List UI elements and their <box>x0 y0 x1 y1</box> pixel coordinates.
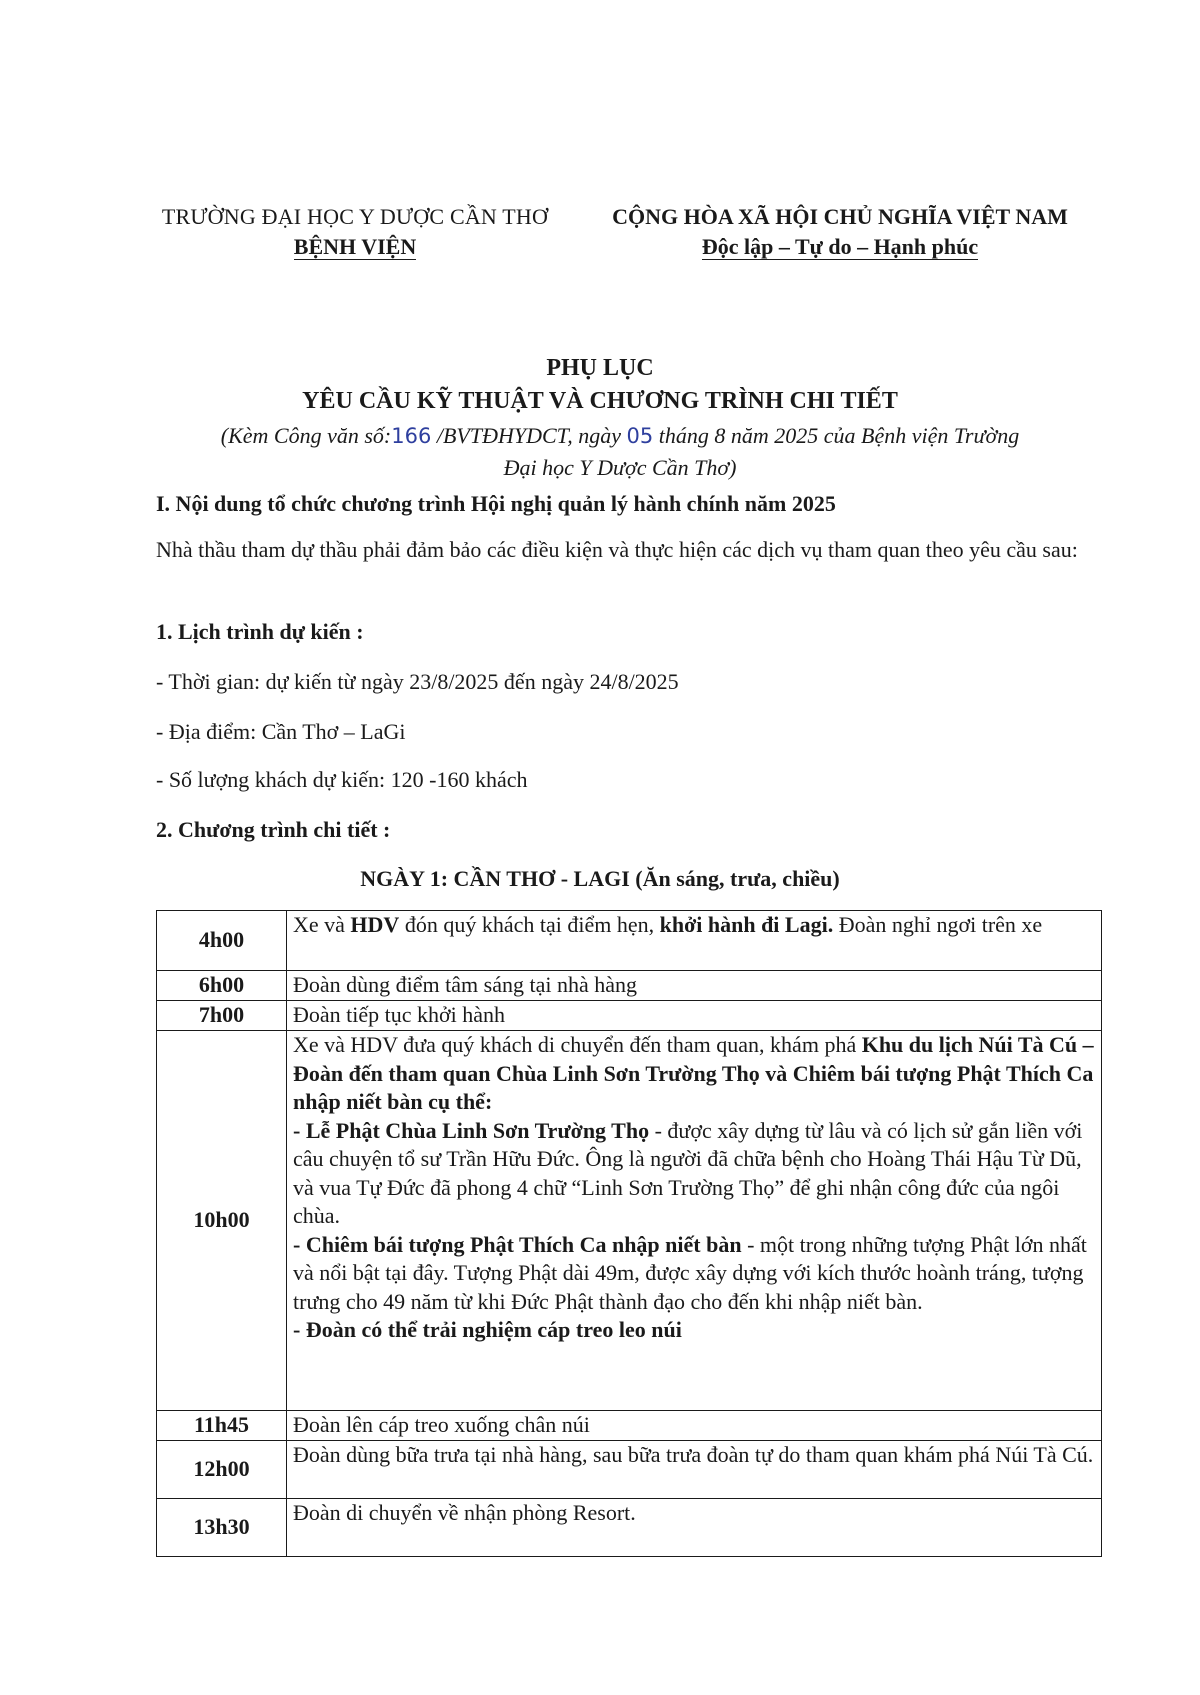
table-row <box>157 1499 1102 1557</box>
table-row <box>157 1411 1102 1441</box>
activity-cell: Đoàn dùng điểm tâm sáng tại nhà hàng <box>287 971 1102 1001</box>
issuer-organization: TRƯỜNG ĐẠI HỌC Y DƯỢC CẦN THƠ <box>161 204 549 229</box>
schedule-table <box>156 910 1102 1557</box>
handwritten-day: 05 <box>626 424 654 448</box>
subheading-program: 2. Chương trình chi tiết : <box>156 817 391 842</box>
section-heading: I. Nội dung tổ chức chương trình Hội nghị quản lý hành chính năm 2025 <box>156 491 836 516</box>
time-cell: 13h30 <box>157 1499 287 1557</box>
time-cell: 11h45 <box>157 1411 287 1441</box>
title-main: YÊU CẦU KỸ THUẬT VÀ CHƯƠNG TRÌNH CHI TIẾT <box>302 388 898 414</box>
activity-cell: Đoàn lên cáp treo xuống chân núi <box>287 1411 1102 1441</box>
day1-title: NGÀY 1: CẦN THƠ - LAGI (Ăn sáng, trưa, chiều) <box>360 866 840 891</box>
table-row <box>157 1001 1102 1031</box>
time-cell: 4h00 <box>157 911 287 971</box>
reference-note: (Kèm Công văn số:166 /BVTĐHYDCT, ngày 05 tháng 8 năm 2025 của Bệnh viện Trường Đại học Y Dược Cần Thơ) <box>220 423 1020 480</box>
activity-cell: Đoàn dùng bữa trưa tại nhà hàng, sau bữa trưa đoàn tự do tham quan khám phá Núi Tà Cú. <box>287 1441 1102 1499</box>
table-row <box>157 971 1102 1001</box>
table-row <box>157 911 1102 971</box>
country-name: CỘNG HÒA XÃ HỘI CHỦ NGHĨA VIỆT NAM <box>612 204 1068 229</box>
handwritten-ref-number: 166 <box>391 424 432 448</box>
intro-paragraph: Nhà thầu tham dự thầu phải đảm bảo các điều kiện và thực hiện các dịch vụ tham quan theo yêu cầu sau: <box>156 537 1078 562</box>
activity-cell: Xe và HDV đưa quý khách di chuyển đến tham quan, khám phá Khu du lịch Núi Tà Cú – Đoàn đến tham quan Chùa Linh Sơn Trường Thọ và Chiêm bái tượng Phật Thích Ca nhập niết bàn cụ thể: - Lễ Phật Chùa Linh Sơn Trường Thọ - được xây dựng từ lâu và có lịch sử gắn liền với câu chuyện tổ sư Trần Hữu Đức. Ông là người đã chữa bệnh cho Hoàng Thái Hậu Từ Dũ, và vua Tự Đức đã phong 4 chữ “Linh Sơn Trường Thọ” để ghi nhận công đức của ngôi chùa. - Chiêm bái tượng Phật Thích Ca nhập niết bàn - một trong những tượng Phật lớn nhất và nổi bật tại đây. Tượng Phật dài 49m, được xây dựng với kích thước hoành tráng, tượng trưng cho 49 năm từ khi Đức Phật thành đạo cho đến khi nhập niết bàn. - Đoàn có thể trải nghiệm cáp treo leo núi <box>287 1031 1102 1411</box>
activity-cell: Xe và HDV đón quý khách tại điểm hẹn, khởi hành đi Lagi. Đoàn nghỉ ngơi trên xe <box>287 911 1102 971</box>
guest-count: - Số lượng khách dự kiến: 120 -160 khách <box>156 767 528 792</box>
title-appendix: PHỤ LỤC <box>546 355 654 381</box>
event-place: - Địa điểm: Cần Thơ – LaGi <box>156 719 406 744</box>
time-cell: 6h00 <box>157 971 287 1001</box>
issuer-department: BỆNH VIỆN <box>293 234 417 259</box>
table-row <box>157 1031 1102 1411</box>
activity-cell: Đoàn di chuyển về nhận phòng Resort. <box>287 1499 1102 1557</box>
issuer-header <box>120 202 590 262</box>
time-cell: 12h00 <box>157 1441 287 1499</box>
national-motto: Độc lập – Tự do – Hạnh phúc <box>701 234 979 259</box>
subheading-schedule: 1. Lịch trình dự kiến : <box>156 619 364 644</box>
document-title <box>140 352 1060 418</box>
time-cell: 7h00 <box>157 1001 287 1031</box>
event-time: - Thời gian: dự kiến từ ngày 23/8/2025 đến ngày 24/8/2025 <box>156 669 679 694</box>
activity-cell: Đoàn tiếp tục khởi hành <box>287 1001 1102 1031</box>
national-header <box>580 202 1100 262</box>
time-cell: 10h00 <box>157 1031 287 1411</box>
table-row <box>157 1441 1102 1499</box>
